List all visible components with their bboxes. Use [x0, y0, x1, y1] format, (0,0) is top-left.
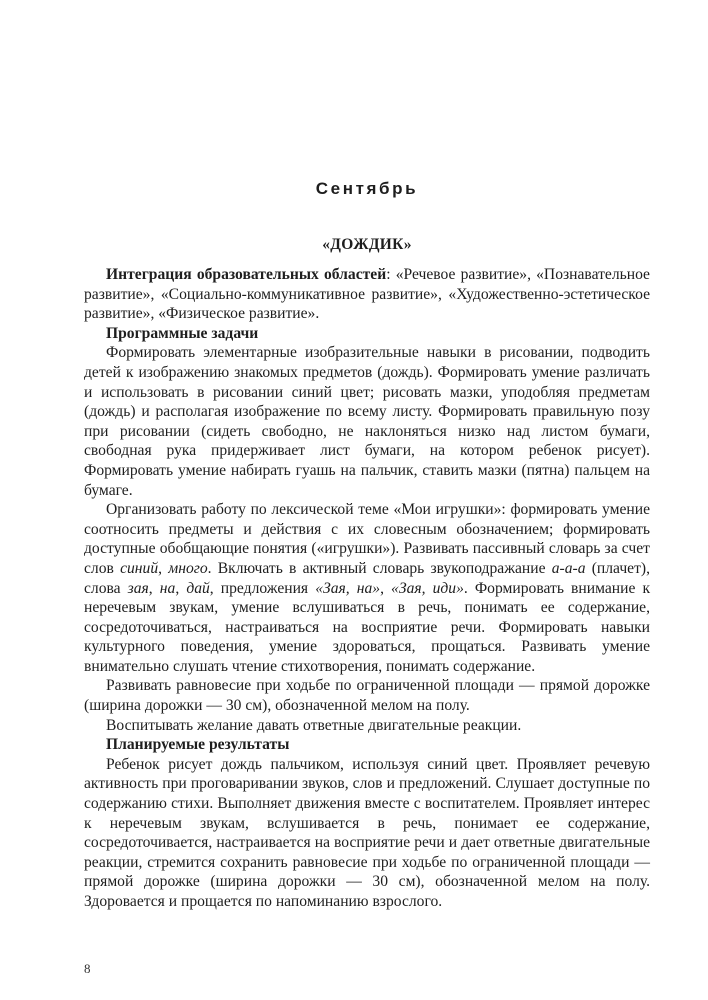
tasks-paragraph-2 [84, 500, 650, 676]
italic-word: на [159, 579, 176, 597]
tasks-paragraph-4: Воспитывать желание давать ответные двигательные реакции. [106, 716, 522, 734]
tasks-paragraph-3: Развивать равновесие при ходьбе по ограниченной площади — прямой дорожке (ширина дорожки — 30 см), обозначенной мелом на полу. [84, 677, 650, 715]
lesson-title: «ДОЖДИК» [322, 236, 412, 253]
text-run: Организовать работу по лексической теме «Мои игрушки»: формировать умение соотносить предметы и действия с их словесным обозначением; формировать доступные обобщающие понятия («игрушки»). Развивать пассивный словарь за счет слов [84, 501, 650, 577]
italic-word: много [168, 559, 208, 577]
integration-label: Интеграция образовательных областей [106, 266, 387, 283]
text-run: , [158, 559, 169, 577]
text-run: , [380, 579, 392, 597]
italic-word: синий [120, 559, 159, 577]
text-run: . Включать в активный словарь звукоподражание [207, 559, 552, 577]
results-heading: Планируемые результаты [106, 736, 290, 754]
text-run: , [148, 579, 160, 597]
italic-word: а-а-а [551, 559, 586, 577]
italic-word: зая [127, 579, 149, 597]
text-run: . Формировать внимание к неречевым звукам, умение вслушиваться в речь, понимать ее содержание, сосредоточиваться, настраиваться на восприятие речи. Формировать навыки культурного поведения, умение здороваться, прощаться. Развивать умение внимательно слушать чтение стихотворения, понимать содержание. [84, 579, 651, 675]
results-paragraph: Ребенок рисует дождь пальчиком, используя синий цвет. Проявляет речевую активность при проговаривании звуков, слов и предложений. Слушает доступные по содержанию стихи. Выполняет движения вместе с воспитателем. Проявляет интерес к неречевым звукам, вслушивается в речь, понимает ее содержание, сосредоточивается, настраивается на восприятие речи и дает ответные двигательные реакции, стремится сохранить равновесие при ходьбе по ограниченной площади — прямой дорожке (ширина дорожки — 30 см), обозначенной мелом на полу. Здоровается и прощается по напоминанию взрослого. [84, 755, 650, 910]
tasks-heading: Программные задачи [106, 324, 259, 342]
chapter-title: Сентябрь [315, 179, 419, 198]
lesson-body [84, 265, 650, 912]
italic-word: «Зая, на» [315, 579, 381, 597]
integration-text: : «Речевое развитие», «Познавательное развитие», «Социально-коммуникативное развитие», «Художественно-эстетическое развитие», «Физическое развитие». [84, 266, 650, 323]
text-run: , [175, 579, 187, 597]
italic-word: «Зая, иди» [391, 579, 464, 597]
text-run: (плачет), слова [84, 559, 650, 597]
tasks-paragraph-1: Формировать элементарные изобразительные навыки в рисовании, подводить детей к изображению знакомых предметов (дождь). Формировать умение различать и использовать в рисовании синий цвет; рисовать мазки, уподобляя предметам (дождь) и располагая изображение по всему листу. Формировать правильную позу при рисовании (сидеть свободно, не наклоняться низко над листом бумаги, свободная рука придерживает лист бумаги, на котором ребенок рисует). Формировать умение набирать гуашь на пальчик, ставить мазки (пятна) пальцем на бумаге. [84, 344, 650, 499]
italic-word: дай [186, 579, 210, 597]
integration-paragraph [84, 265, 650, 324]
text-run: , предложения [209, 579, 316, 597]
page-number: 8 [84, 961, 91, 976]
